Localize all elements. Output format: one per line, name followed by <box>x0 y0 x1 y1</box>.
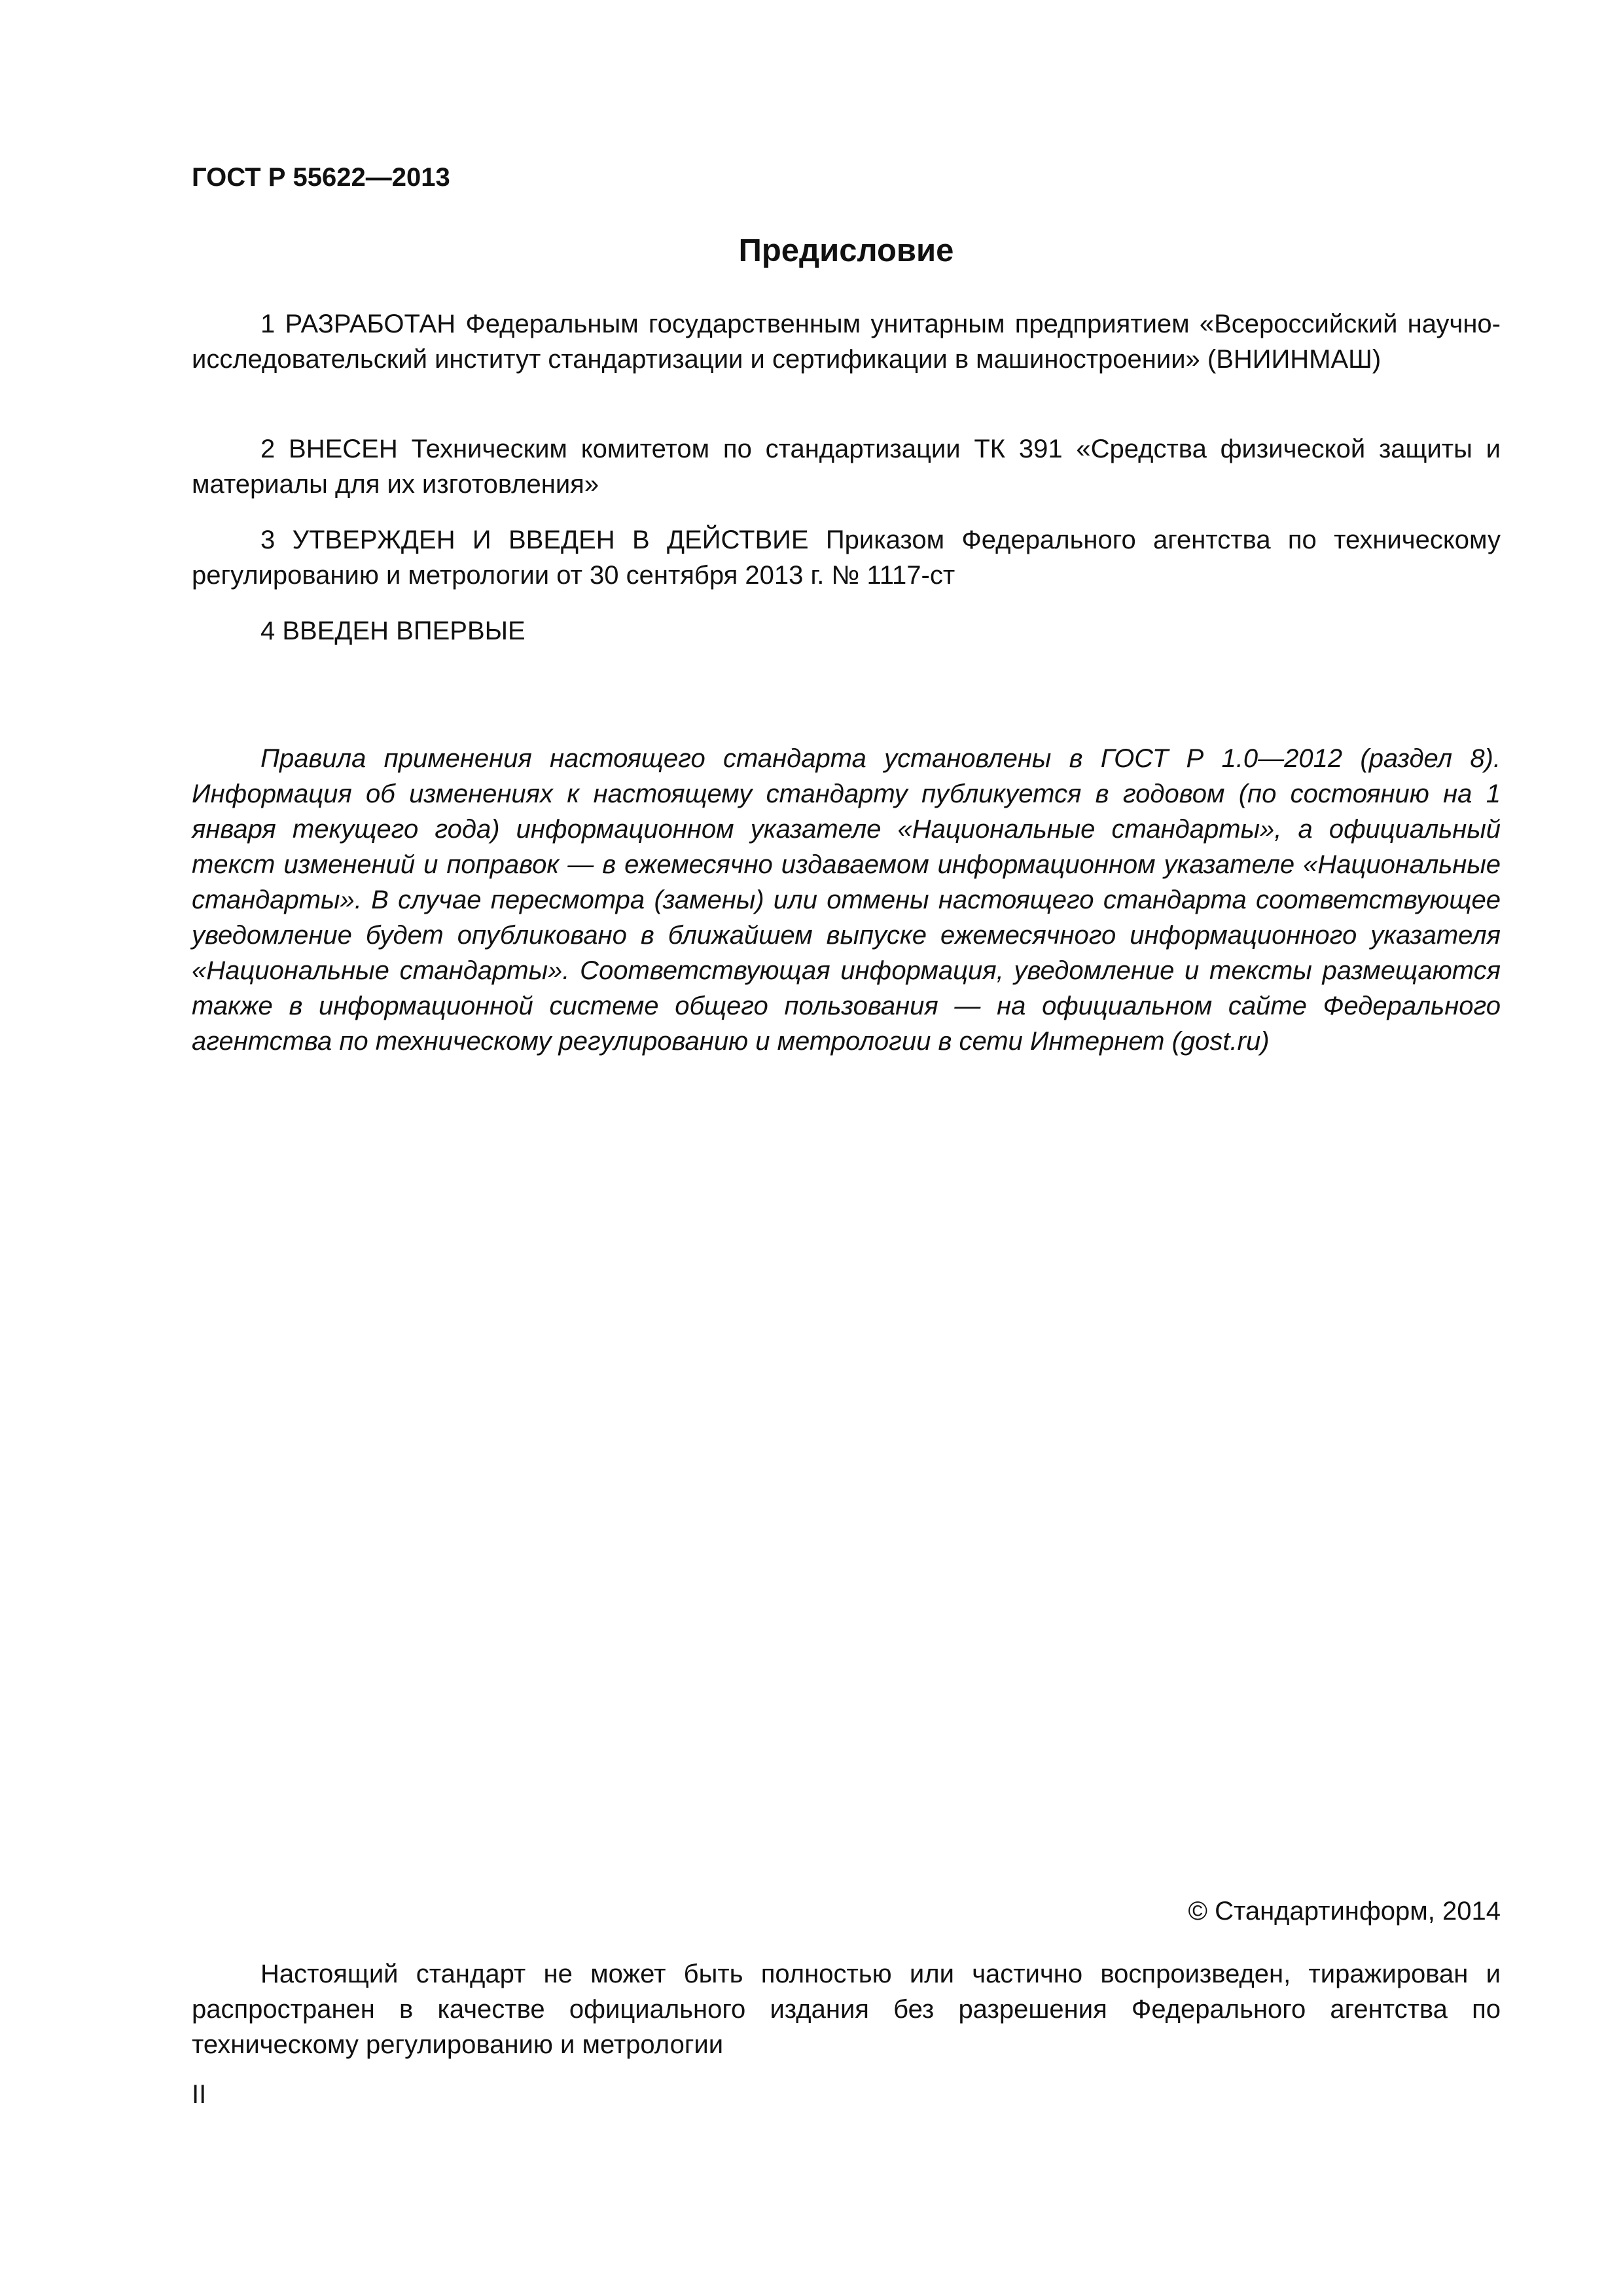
preface-item-introduced: 2 ВНЕСЕН Техническим комитетом по стандартизации ТК 391 «Средства физической защиты и материалы для их изготовления» <box>192 435 1501 499</box>
preface-item-developed: 1 РАЗРАБОТАН Федеральным государственным унитарным предприятием «Всероссийский научно-исследовательский институт стандартизации и сертификации в машиностроении» (ВНИИНМАШ) <box>192 310 1501 374</box>
preface-item-first-introduced: 4 ВВЕДЕН ВПЕРВЫЕ <box>260 617 526 645</box>
copyright-line: © Стандартинформ, 2014 <box>1188 1897 1501 1926</box>
reproduction-notice: Настоящий стандарт не может быть полностью или частично воспроизведен, тиражирован и распространен в качестве официального издания без разрешения Федерального агентства по техническому регулированию и метрологии <box>192 1960 1501 2059</box>
document-code: ГОСТ Р 55622—2013 <box>192 163 450 192</box>
preface-item-approved: 3 УТВЕРЖДЕН И ВВЕДЕН В ДЕЙСТВИЕ Приказом Федерального агентства по техническому регулированию и метрологии от 30 сентября 2013 г. № 1117-ст <box>192 526 1501 590</box>
page-title: Предисловие <box>738 233 954 268</box>
rules-note: Правила применения настоящего стандарта установлены в ГОСТ Р 1.0—2012 (раздел 8). Информация об изменениях к настоящему стандарту публикуется в годовом (по состоянию на 1 января текущего года) информационном указателе «Национальные стандарты», а официальный текст изменений и поправок — в ежемесячно издаваемом информационном указателе «Национальные стандарты». В случае пересмотра (замены) или отмены настоящего стандарта соответствующее уведомление будет опубликовано в ближайшем выпуске ежемесячного информационного указателя «Национальные стандарты». Соответствующая информация, уведомление и тексты размещаются также в информационной системе общего пользования — на официальном сайте Федерального агентства по техническому регулированию и метрологии в сети Интернет (gost.ru) <box>192 744 1501 1056</box>
page-number: II <box>192 2080 207 2109</box>
